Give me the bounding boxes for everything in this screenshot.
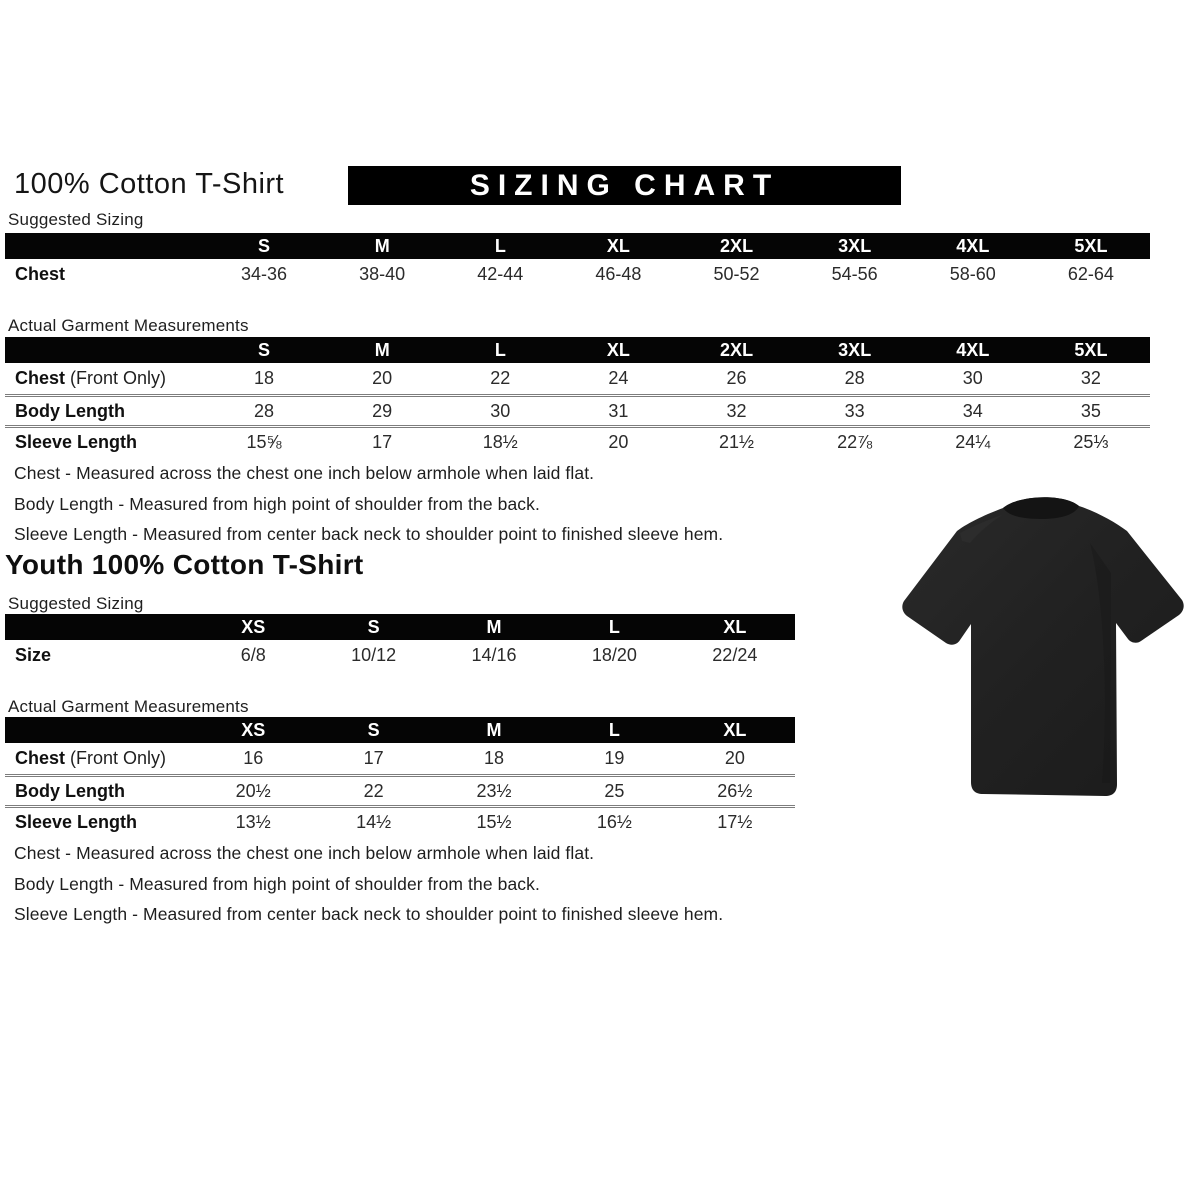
tshirt-graphic (890, 483, 1197, 815)
sizing-chart-banner (348, 166, 901, 205)
size-column-header: XL (723, 616, 747, 637)
sizing-chart-banner-text: SIZING CHART (469, 168, 780, 202)
measurement-value: 19 (604, 748, 625, 768)
adult-suggested-header-row (5, 233, 1150, 259)
measurement-value: 26 (726, 368, 747, 388)
note-line: Body Length - Measured from high point of shoulder from the back. (14, 873, 540, 894)
size-column-header: XS (241, 719, 266, 740)
measurement-value: 22 (490, 368, 511, 388)
measurement-value: 35 (1080, 400, 1101, 421)
size-column-header: S (367, 719, 380, 740)
measurement-value: 25 (604, 780, 625, 801)
measurement-value: 34 (962, 400, 983, 421)
measurement-value: 46-48 (595, 264, 642, 284)
row-label: Body Length (15, 780, 125, 801)
row-label: Body Length (15, 400, 125, 421)
size-column-header: M (374, 235, 390, 256)
size-column-header: L (608, 719, 620, 740)
measurement-value: 24¼ (955, 431, 991, 452)
row-label: Size (15, 645, 52, 665)
size-column-header: XL (723, 719, 747, 740)
measurement-value: 17½ (717, 811, 753, 832)
measurement-value: 24 (608, 368, 629, 388)
measurement-value: 14½ (356, 811, 392, 832)
size-column-header: 4XL (956, 235, 990, 256)
measurement-value: 22/24 (712, 645, 758, 665)
adult-actual-measurements-table (5, 337, 1150, 456)
measurement-value: 6/8 (240, 645, 266, 665)
measurement-value: 20 (372, 368, 393, 388)
size-column-header: L (608, 616, 620, 637)
youth-suggested-sizing-label: Suggested Sizing (8, 594, 144, 613)
size-column-header: 2XL (720, 339, 754, 360)
row-label: Chest (Front Only) (15, 748, 167, 768)
youth-measurement-notes (14, 843, 814, 935)
row-label: Sleeve Length (15, 811, 138, 832)
measurement-value: 54-56 (831, 264, 878, 284)
adult-suggested-sizing-label: Suggested Sizing (8, 210, 144, 229)
measurement-value: 26½ (717, 780, 753, 801)
measurement-value: 62-64 (1067, 264, 1114, 284)
size-column-header: XL (606, 235, 630, 256)
table-row (5, 805, 795, 836)
measurement-value: 42-44 (477, 264, 524, 284)
measurement-value: 18 (484, 748, 505, 768)
note-line: Sleeve Length - Measured from center back neck to shoulder point to finished sleeve hem. (14, 904, 724, 924)
measurement-value: 21½ (719, 431, 755, 452)
table-row (5, 774, 795, 805)
measurement-value: 22⅞ (837, 431, 873, 452)
youth-section-title: Youth 100% Cotton T-Shirt (5, 549, 364, 580)
note-line: Chest - Measured across the chest one inch below armhole when laid flat. (14, 843, 595, 863)
measurement-value: 20 (608, 431, 629, 452)
size-column-header: XL (606, 339, 630, 360)
table-row (5, 259, 1150, 290)
size-column-header: 2XL (720, 235, 754, 256)
row-label: Chest (Front Only) (15, 368, 167, 388)
measurement-value: 33 (844, 400, 865, 421)
measurement-value: 14/16 (471, 645, 517, 665)
table-row (5, 743, 795, 774)
measurement-value: 10/12 (351, 645, 397, 665)
measurement-value: 18½ (482, 431, 518, 452)
measurement-value: 50-52 (713, 264, 760, 284)
measurement-value: 13½ (235, 811, 271, 832)
size-column-header: M (486, 719, 502, 740)
size-column-header: S (258, 235, 271, 256)
measurement-value: 32 (1080, 368, 1101, 388)
measurement-value: 30 (962, 368, 983, 388)
size-column-header: L (494, 235, 506, 256)
measurement-value: 38-40 (359, 264, 406, 284)
measurement-value: 58-60 (949, 264, 996, 284)
measurement-value: 20 (724, 748, 745, 768)
measurement-value: 20½ (235, 780, 271, 801)
measurement-value: 28 (844, 368, 865, 388)
measurement-value: 22 (363, 780, 384, 801)
adult-actual-measurements-label: Actual Garment Measurements (8, 316, 249, 335)
size-column-header: XS (241, 616, 266, 637)
measurement-value: 30 (490, 400, 511, 421)
adult-actual-header-row (5, 337, 1150, 363)
measurement-value: 28 (254, 400, 275, 421)
measurement-value: 18 (254, 368, 275, 388)
size-column-header: M (486, 616, 502, 637)
adult-suggested-sizing-table (5, 233, 1150, 290)
size-column-header: 5XL (1074, 339, 1108, 360)
note-line: Chest - Measured across the chest one inch below armhole when laid flat. (14, 463, 595, 483)
measurement-value: 17 (363, 748, 384, 768)
size-column-header: 5XL (1074, 235, 1108, 256)
measurement-value: 17 (372, 431, 393, 452)
measurement-value: 16 (243, 748, 264, 768)
youth-suggested-sizing-table (5, 614, 795, 671)
size-column-header: 3XL (838, 235, 872, 256)
measurement-value: 29 (372, 400, 393, 421)
size-column-header: M (374, 339, 390, 360)
row-label: Sleeve Length (15, 431, 138, 452)
size-column-header: S (367, 616, 380, 637)
measurement-value: 34-36 (241, 264, 288, 284)
measurement-value: 32 (726, 400, 747, 421)
measurement-value: 15½ (476, 811, 512, 832)
table-row (5, 394, 1150, 425)
youth-actual-measurements-table (5, 717, 795, 836)
size-column-header: 4XL (956, 339, 990, 360)
note-line: Body Length - Measured from high point of shoulder from the back. (14, 493, 540, 514)
youth-actual-header-row (5, 717, 795, 743)
adult-measurement-notes (14, 463, 814, 555)
measurement-value: 18/20 (591, 645, 637, 665)
measurement-value: 23½ (476, 780, 512, 801)
measurement-value: 25⅓ (1073, 431, 1109, 452)
size-column-header: 3XL (838, 339, 872, 360)
table-row (5, 640, 795, 671)
table-row (5, 425, 1150, 456)
youth-actual-measurements-label: Actual Garment Measurements (8, 697, 249, 716)
table-row (5, 363, 1150, 394)
measurement-value: 31 (608, 400, 629, 421)
black-tshirt-image (890, 483, 1197, 815)
size-column-header: L (494, 339, 506, 360)
youth-suggested-header-row (5, 614, 795, 640)
row-label: Chest (15, 264, 66, 284)
size-column-header: S (258, 339, 271, 360)
measurement-value: 15⅝ (246, 431, 282, 452)
note-line: Sleeve Length - Measured from center back neck to shoulder point to finished sleeve hem. (14, 524, 724, 544)
adult-section-title: 100% Cotton T-Shirt (14, 168, 285, 200)
measurement-value: 16½ (596, 811, 632, 832)
